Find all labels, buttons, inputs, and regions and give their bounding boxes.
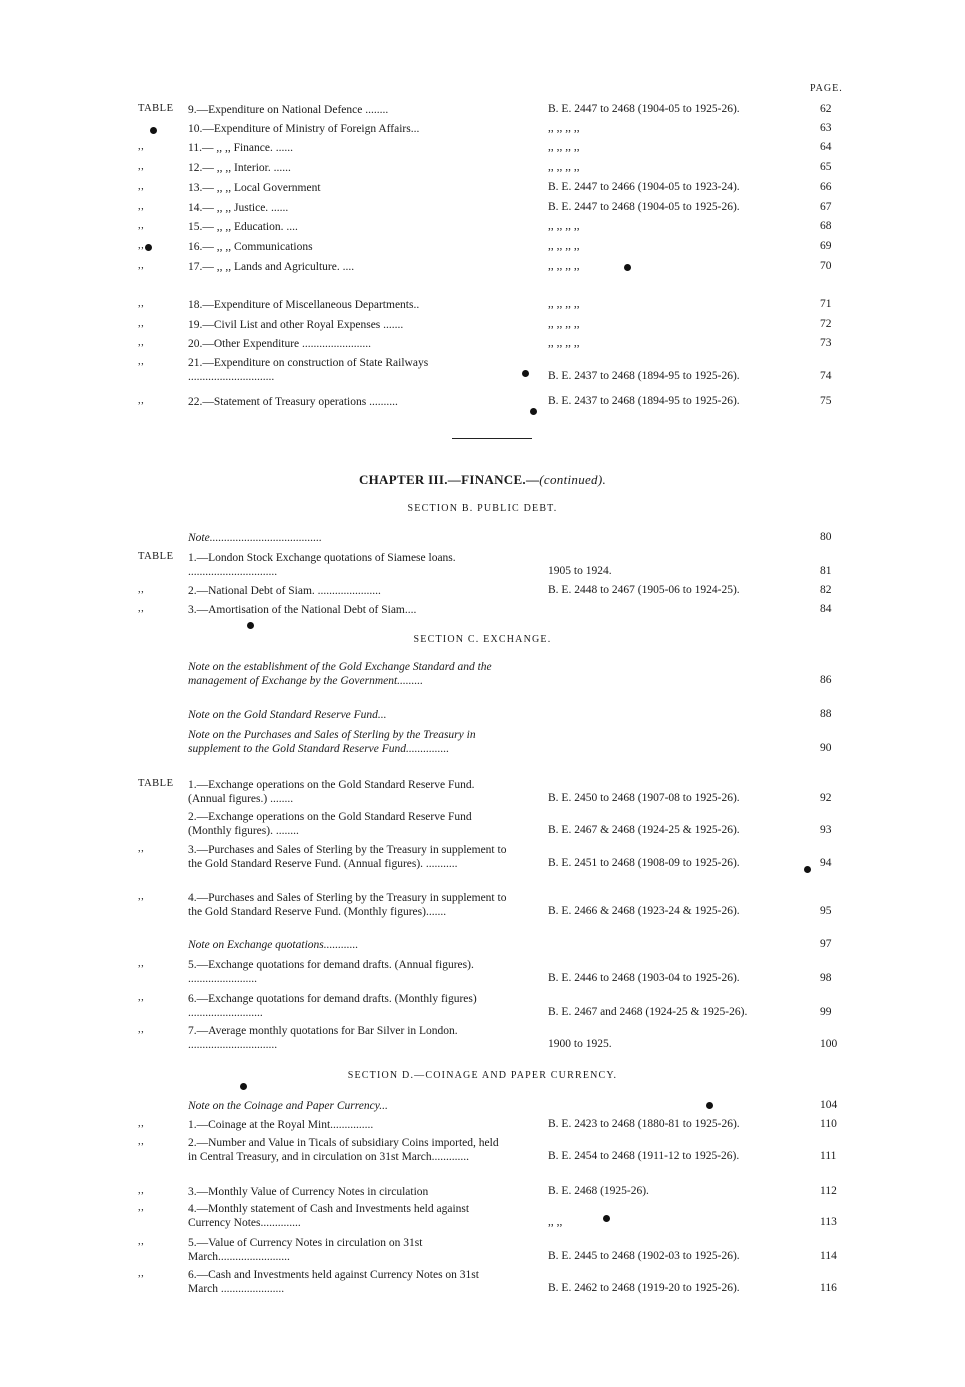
row-date-range: 1905 to 1924. [548,565,612,577]
row-page-number: 104 [820,1099,838,1111]
row-title: Note on the establishment of the Gold Exchange Standard and the management of Exchange by the Government......... [188,661,492,687]
row-date-range: B. E. 2447 to 2468 (1904-05 to 1925-26). [548,103,740,115]
chapter-heading [0,472,965,488]
row-title: 16.— ,, ,, Communications [188,241,313,253]
row-title: 1.—Coinage at the Royal Mint............... [188,1119,374,1131]
row-date-range: 1900 to 1925. [548,1038,612,1050]
row-page-number: 67 [820,201,832,213]
row-prefix: TABLE [138,551,174,562]
section-d-heading: SECTION D.—COINAGE AND PAPER CURRENCY. [347,1070,618,1081]
row-date-range: B. E. 2450 to 2468 (1907-08 to 1925-26). [548,792,740,804]
row-date-range: ,, ,, ,, ,, [548,240,580,252]
row-page-number: 84 [820,603,832,615]
row-title: 5.—Value of Currency Notes in circulation on 31st March......................... [188,1237,423,1263]
row-page-number: 64 [820,141,832,153]
row-page-number: 68 [820,220,832,232]
row-page-number: 81 [820,565,832,577]
row-date-range: ,, ,, [548,1216,563,1228]
scan-speck [145,244,152,251]
row-title: 2.—Exchange operations on the Gold Standard Reserve Fund (Monthly figures). ........ [188,811,472,837]
row-page-number: 86 [820,674,832,686]
row-date-range: B. E. 2466 & 2468 (1923-24 & 1925-26). [548,905,740,917]
row-prefix: ,, [138,161,145,172]
section-b-heading: SECTION B. PUBLIC DEBT. [407,503,558,514]
row-prefix: ,, [138,1202,145,1213]
row-title: 22.—Statement of Treasury operations .......... [188,396,398,408]
row-title: 1.—London Stock Exchange quotations of Siamese loans. ............................... [188,552,456,578]
row-title: 1.—Exchange operations on the Gold Standard Reserve Fund. (Annual figures.) ........ [188,779,475,805]
row-prefix: ,, [138,843,145,854]
row-date-range: ,, ,, ,, ,, [548,122,580,134]
row-date-range: B. E. 2467 and 2468 (1924-25 & 1925-26). [548,1006,748,1018]
row-date-range: B. E. 2447 to 2466 (1904-05 to 1923-24). [548,181,740,193]
row-title: 19.—Civil List and other Royal Expenses ....... [188,319,404,331]
row-page-number: 74 [820,370,832,382]
row-title: 3.—Amortisation of the National Debt of Siam.... [188,604,417,616]
row-date-range: ,, ,, ,, ,, [548,161,580,173]
row-date-range: B. E. 2446 to 2468 (1903-04 to 1925-26). [548,972,740,984]
row-title: Note on Exchange quotations............ [188,939,359,951]
row-page-number: 80 [820,531,832,543]
row-title: 20.—Other Expenditure ........................ [188,338,372,350]
row-prefix: ,, [138,958,145,969]
row-page-number: 65 [820,161,832,173]
row-prefix: ,, [138,181,145,192]
page-column-label: PAGE. [810,83,843,94]
row-prefix: ,, [138,1268,145,1279]
row-title: 3.—Monthly Value of Currency Notes in circulation [188,1186,429,1198]
row-date-range: B. E. 2447 to 2468 (1904-05 to 1925-26). [548,201,740,213]
row-date-range: ,, ,, ,, ,, [548,141,580,153]
row-prefix: ,, [138,298,145,309]
row-prefix: ,, [138,1136,145,1147]
row-date-range: B. E. 2437 to 2468 (1894-95 to 1925-26). [548,370,740,382]
row-title: 15.— ,, ,, Education. .... [188,221,298,233]
row-prefix: ,, [138,1118,145,1129]
chapter-title: CHAPTER III.—FINANCE.— [358,472,540,487]
row-page-number: 63 [820,122,832,134]
row-date-range: B. E. 2454 to 2468 (1911-12 to 1925-26). [548,1150,740,1162]
row-title: 5.—Exchange quotations for demand drafts. (Annual figures). ........................ [188,959,474,985]
row-page-number: 113 [820,1216,837,1228]
row-page-number: 90 [820,742,832,754]
row-date-range: B. E. 2437 to 2468 (1894-95 to 1925-26). [548,395,740,407]
row-title: Note on the Purchases and Sales of Sterling by the Treasury in supplement to the Gold Standard Reserve Fund............... [188,729,476,755]
row-prefix: ,, [138,318,145,329]
row-title: 3.—Purchases and Sales of Sterling by the Treasury in supplement to the Gold Standard Reserve Fund. (Annual figures). ........... [188,844,507,870]
row-page-number: 100 [820,1038,838,1050]
row-prefix: ,, [138,1024,145,1035]
row-date-range: B. E. 2467 & 2468 (1924-25 & 1925-26). [548,824,740,836]
row-title: 6.—Exchange quotations for demand drafts. (Monthly figures) .......................... [188,993,477,1019]
row-date-range: ,, ,, ,, ,, [548,318,580,330]
row-page-number: 72 [820,318,832,330]
row-prefix: ,, [138,356,145,367]
row-title: Note....................................... [188,532,322,544]
row-page-number: 82 [820,584,832,596]
row-page-number: 92 [820,792,832,804]
scan-speck [706,1102,713,1109]
row-page-number: 114 [820,1250,837,1262]
row-prefix: ,, [138,260,145,271]
row-date-range: ,, ,, ,, ,, [548,337,580,349]
row-title: 11.— ,, ,, Finance. ...... [188,142,293,154]
row-title: Note on the Gold Standard Reserve Fund... [188,709,387,721]
row-page-number: 116 [820,1282,837,1294]
row-page-number: 110 [820,1118,837,1130]
row-page-number: 71 [820,298,832,310]
chapter-subtitle: (continued). [539,472,607,487]
scan-speck [522,370,529,377]
scan-speck [530,408,537,415]
row-title: 9.—Expenditure on National Defence ........ [188,104,389,116]
row-prefix: ,, [138,992,145,1003]
row-title: 10.—Expenditure of Ministry of Foreign Affairs... [188,123,420,135]
row-prefix: ,, [138,201,145,212]
row-prefix: ,, [138,1185,145,1196]
row-title: Note on the Coinage and Paper Currency... [188,1100,388,1112]
row-date-range: B. E. 2423 to 2468 (1880-81 to 1925-26). [548,1118,740,1130]
row-title: 18.—Expenditure of Miscellaneous Departments.. [188,299,420,311]
row-prefix: ,, [138,240,145,251]
row-page-number: 97 [820,938,832,950]
row-title: 4.—Purchases and Sales of Sterling by the Treasury in supplement to the Gold Standard Reserve Fund. (Monthly figures)....... [188,892,507,918]
row-date-range: B. E. 2462 to 2468 (1919-20 to 1925-26). [548,1282,740,1294]
row-page-number: 88 [820,708,832,720]
row-page-number: 98 [820,972,832,984]
scan-speck [240,1083,247,1090]
row-page-number: 73 [820,337,832,349]
row-prefix: TABLE [138,103,174,114]
row-date-range: ,, ,, ,, ,, [548,298,580,310]
row-prefix: ,, [138,395,145,406]
row-date-range: B. E. 2451 to 2468 (1908-09 to 1925-26). [548,857,740,869]
row-page-number: 112 [820,1185,837,1197]
row-prefix: ,, [138,337,145,348]
row-prefix: ,, [138,603,145,614]
row-page-number: 94 [820,857,832,869]
section-divider-rule [452,438,532,439]
row-title: 7.—Average monthly quotations for Bar Silver in London. ............................... [188,1025,458,1051]
row-title: 13.— ,, ,, Local Government [188,182,321,194]
row-title: 12.— ,, ,, Interior. ...... [188,162,291,174]
row-date-range: B. E. 2448 to 2467 (1905-06 to 1924-25). [548,584,740,596]
row-page-number: 69 [820,240,832,252]
scan-speck [804,866,811,873]
row-date-range: ,, ,, ,, ,, [548,220,580,232]
row-page-number: 75 [820,395,832,407]
row-page-number: 62 [820,103,832,115]
row-date-range: B. E. 2468 (1925-26). [548,1185,649,1197]
row-page-number: 70 [820,260,832,272]
row-title: 17.— ,, ,, Lands and Agriculture. .... [188,261,355,273]
row-prefix: ,, [138,1236,145,1247]
row-title: 4.—Monthly statement of Cash and Investments held against Currency Notes.............. [188,1203,470,1229]
row-title: 14.— ,, ,, Justice. ...... [188,202,289,214]
row-title: 2.—Number and Value in Ticals of subsidiary Coins imported, held in Central Treasury, and in circulation on 31st March............. [188,1137,499,1163]
row-page-number: 66 [820,181,832,193]
row-page-number: 111 [820,1150,837,1162]
section-c-heading: SECTION C. EXCHANGE. [413,634,552,645]
row-title: 2.—National Debt of Siam. ...................... [188,585,381,597]
row-title: 6.—Cash and Investments held against Currency Notes on 31st March ...................... [188,1269,479,1295]
row-prefix: ,, [138,891,145,902]
scan-speck [150,127,157,134]
row-date-range: ,, ,, ,, ,, [548,260,580,272]
row-prefix: ,, [138,141,145,152]
row-page-number: 93 [820,824,832,836]
scan-speck [624,264,631,271]
scan-speck [247,622,254,629]
row-date-range: B. E. 2445 to 2468 (1902-03 to 1925-26). [548,1250,740,1262]
scan-speck [603,1215,610,1222]
row-prefix: ,, [138,220,145,231]
row-title: 21.—Expenditure on construction of State Railways .............................. [188,357,429,383]
row-prefix: ,, [138,584,145,595]
row-page-number: 95 [820,905,832,917]
row-page-number: 99 [820,1006,832,1018]
row-prefix: TABLE [138,778,174,789]
